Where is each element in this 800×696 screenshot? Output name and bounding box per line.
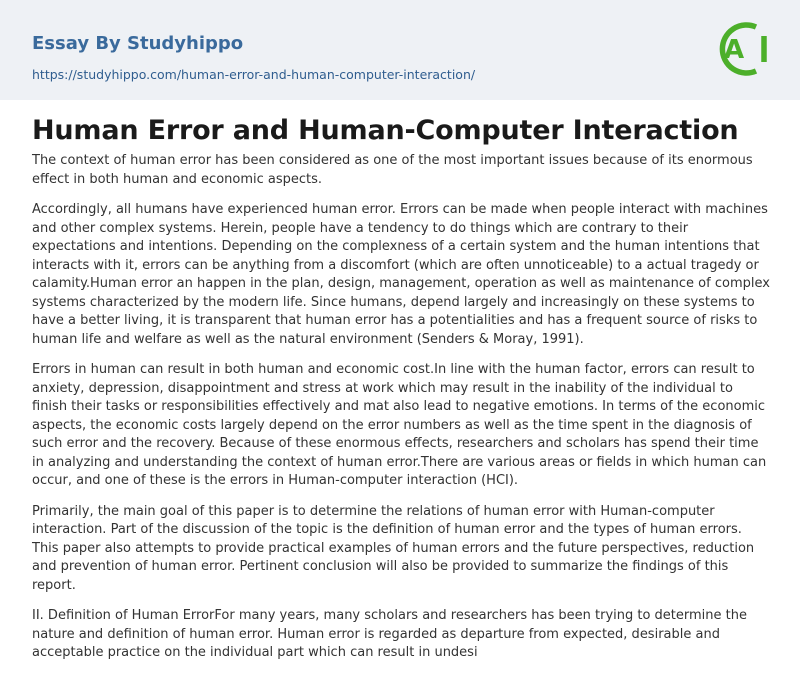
- studyhippo-logo-icon[interactable]: [712, 14, 772, 84]
- article-paragraph: II. Definition of Human ErrorFor many years, many scholars and researchers has been trying to determine the nature and definition of human error. Human error is regarded as departure from expected, desirable and acceptable practice on the individual part which can result in undesi: [32, 608, 747, 660]
- article-paragraph: Errors in human can result in both human and economic cost.In line with the human factor, errors can result to anxiety, depression, disappointment and stress at work which may result in the inability of the individual to finish their tasks or responsibilities effectively and mat also lead to negative emotions. In terms of the economic aspects, the economic costs largely depend on the error numbers as well as the time spent in the diagnosis of such error and the recovery. Because of these enormous effects, researchers and scholars has spend their time in analyzing and understanding the context of human error.There are various areas or fields in which human can occur, and one of these is the errors in Human-computer interaction (HCI).: [32, 362, 767, 488]
- logo-graphic: [712, 14, 772, 84]
- article-paragraph: The context of human error has been considered as one of the most important issues because of its enormous effect in both human and economic aspects.: [32, 153, 753, 187]
- article-body: [32, 112, 772, 675]
- brand-title[interactable]: Essay By Studyhippo: [32, 33, 244, 54]
- site-header: [0, 0, 800, 100]
- article-title: Human Error and Human-Computer Interaction: [32, 115, 739, 146]
- page-url-link[interactable]: https://studyhippo.com/human-error-and-human-computer-interaction/: [32, 67, 476, 82]
- article-paragraph: Accordingly, all humans have experienced human error. Errors can be made when people interact with machines and other complex systems. Herein, people have a tendency to do things which are contrary to their expectations and intentions. Depending on the complexness of a certain system and the human intentions that interacts with it, errors can be anything from a discomfort (which are often unnoticeable) to a actual tragedy or calamity.Human error an happen in the plan, design, management, operation as well as maintenance of complex systems characterized by the modern life. Since humans, depend largely and increasingly on these systems to have a better living, it is transparent that human error has a potentialities and has a frequent source of risks to human life and welfare as well as the natural environment (Senders & Moray, 1991).: [32, 202, 770, 347]
- article-paragraph: Primarily, the main goal of this paper is to determine the relations of human error with Human-computer interaction. Part of the discussion of the topic is the definition of human error and the types of human errors. This paper also attempts to provide practical examples of human errors and the future perspectives, reduction and prevention of human error. Pertinent conclusion will also be provided to summarize the findings of this report.: [32, 503, 755, 593]
- logo-letter: A: [723, 35, 745, 65]
